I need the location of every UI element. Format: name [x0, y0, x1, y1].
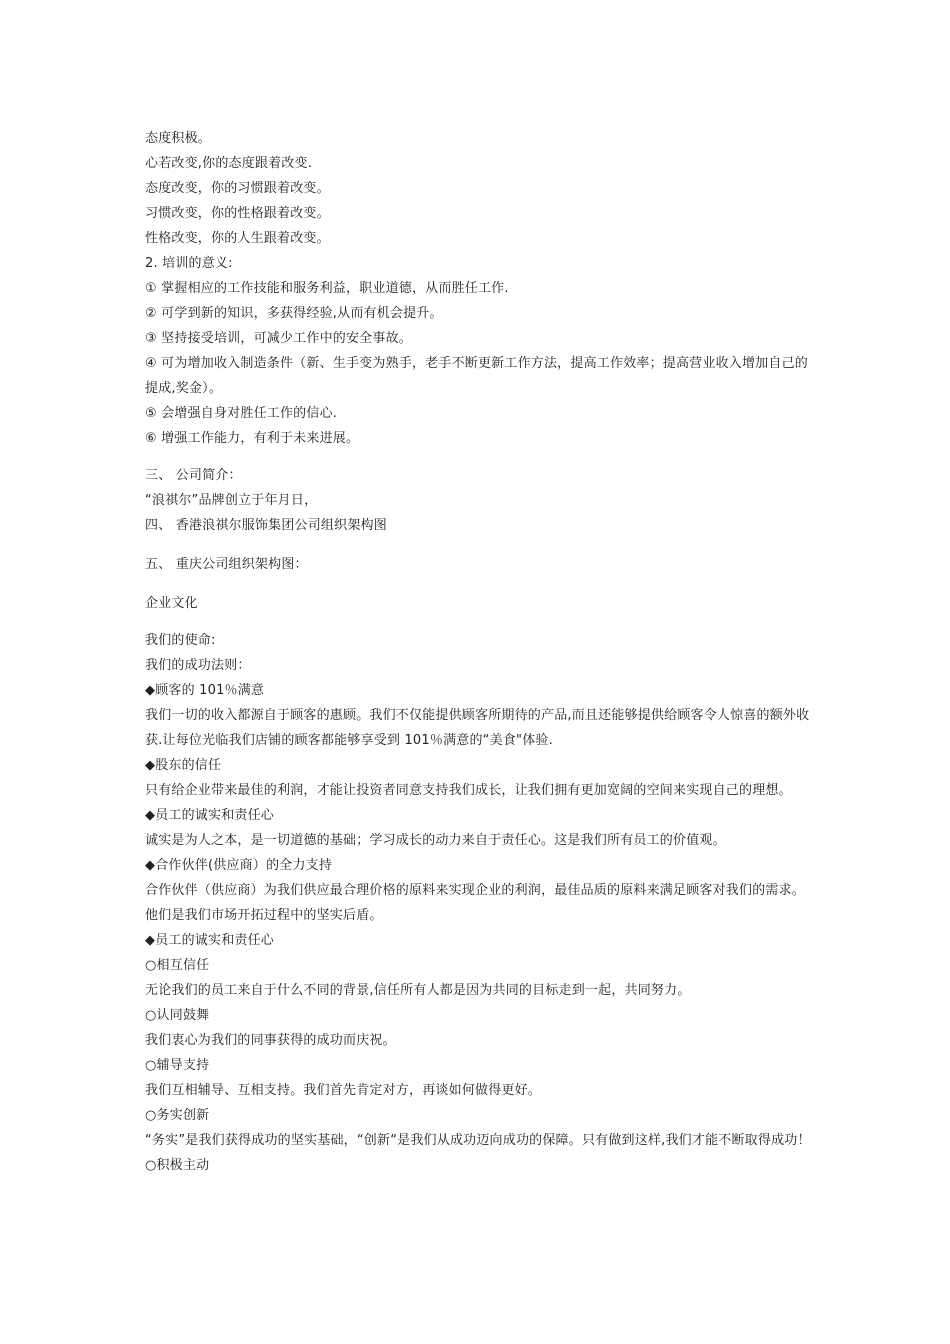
- value-item-heading: ○务实创新: [145, 1108, 210, 1123]
- paragraph: 合作伙伴（供应商）为我们供应最合理价格的原料来实现企业的利润，最佳品质的原料来满足顾客对我们的需求。他们是我们市场开拓过程中的坚实后盾。: [145, 883, 806, 923]
- value-item-heading: ○相互信任: [145, 958, 210, 973]
- list-item: ⑤ 会增强自身对胜任工作的信心.: [145, 406, 338, 421]
- culture-item-heading: ◆股东的信任: [145, 758, 222, 773]
- section-chongqing-org: [145, 552, 815, 577]
- paragraph: 诚实是为人之本，是一切道德的基础；学习成长的动力来自于责任心。这是我们所有员工的价值观。: [145, 833, 726, 848]
- training-heading: 2. 培训的意义:: [145, 256, 233, 271]
- list-item: ② 可学到新的知识，多获得经验,从而有机会提升。: [145, 306, 443, 321]
- section-heading: 五、 重庆公司组织架构图：: [145, 557, 308, 572]
- list-item: ⑥ 增强工作能力，有利于未来进展。: [145, 431, 360, 446]
- document-page: [145, 126, 815, 1178]
- paragraph: 无论我们的员工来自于什么不同的背景,信任所有人都是因为共同的目标走到一起，共同努力。: [145, 983, 691, 998]
- section-attitude-and-training: [145, 126, 815, 451]
- list-item: ③ 坚持接受培训，可减少工作中的安全事故。: [145, 331, 412, 346]
- section-corporate-culture: [145, 628, 815, 1178]
- paragraph: 只有给企业带来最佳的利润，才能让投资者同意支持我们成长，让我们拥有更加宽阔的空间来实现自己的理想。: [145, 783, 792, 798]
- section-corporate-culture-title: [145, 591, 815, 616]
- paragraph-line: 我们的使命:: [145, 633, 216, 648]
- paragraph-line: 态度改变，你的习惯跟着改变。: [145, 181, 330, 196]
- paragraph-line: 我们的成功法则：: [145, 658, 251, 673]
- culture-item-heading: ◆员工的诚实和责任心: [145, 933, 274, 948]
- paragraph-line: 心若改变,你的态度跟着改变.: [145, 156, 313, 171]
- list-item: ① 掌握相应的工作技能和服务利益，职业道德，从而胜任工作.: [145, 281, 509, 296]
- section-company-intro: [145, 463, 815, 538]
- value-item-heading: ○辅导支持: [145, 1058, 210, 1073]
- culture-item-heading: ◆合作伙伴(供应商）的全力支持: [145, 858, 333, 873]
- paragraph: 我们一切的收入都源自于顾客的惠顾。我们不仅能提供顾客所期待的产品,而且还能够提供给顾客令人惊喜的额外收获.让每位光临我们店铺的顾客都能够享受到 101％满意的“美食"体验.: [145, 708, 810, 748]
- value-item-heading: ○认同鼓舞: [145, 1008, 210, 1023]
- paragraph: 我们互相辅导、互相支持。我们首先肯定对方，再谈如何做得更好。: [145, 1083, 542, 1098]
- paragraph-line: 态度积极。: [145, 131, 212, 146]
- list-item: ④ 可为增加收入制造条件（新、生手变为熟手，老手不断更新工作方法，提高工作效率；提高营业收入增加自己的提成,奖金）。: [145, 356, 808, 396]
- value-item-heading: ○积极主动: [145, 1158, 210, 1173]
- section-heading: 企业文化: [145, 596, 198, 611]
- paragraph: 我们衷心为我们的同事获得的成功而庆祝。: [145, 1033, 396, 1048]
- paragraph: “务实”是我们获得成功的坚实基础，“创新“是我们从成功迈向成功的保障。只有做到这样,我们才能不断取得成功！: [145, 1133, 811, 1148]
- section-heading: 四、 香港浪祺尔服饰集团公司组织架构图: [145, 518, 387, 533]
- paragraph-line: 性格改变，你的人生跟着改变。: [145, 231, 330, 246]
- paragraph-line: “浪祺尔”品牌创立于年月日，: [145, 493, 318, 508]
- paragraph-line: 习惯改变，你的性格跟着改变。: [145, 206, 330, 221]
- culture-item-heading: ◆顾客的 101％满意: [145, 683, 265, 698]
- section-heading: 三、 公司简介：: [145, 468, 242, 483]
- culture-item-heading: ◆员工的诚实和责任心: [145, 808, 274, 823]
